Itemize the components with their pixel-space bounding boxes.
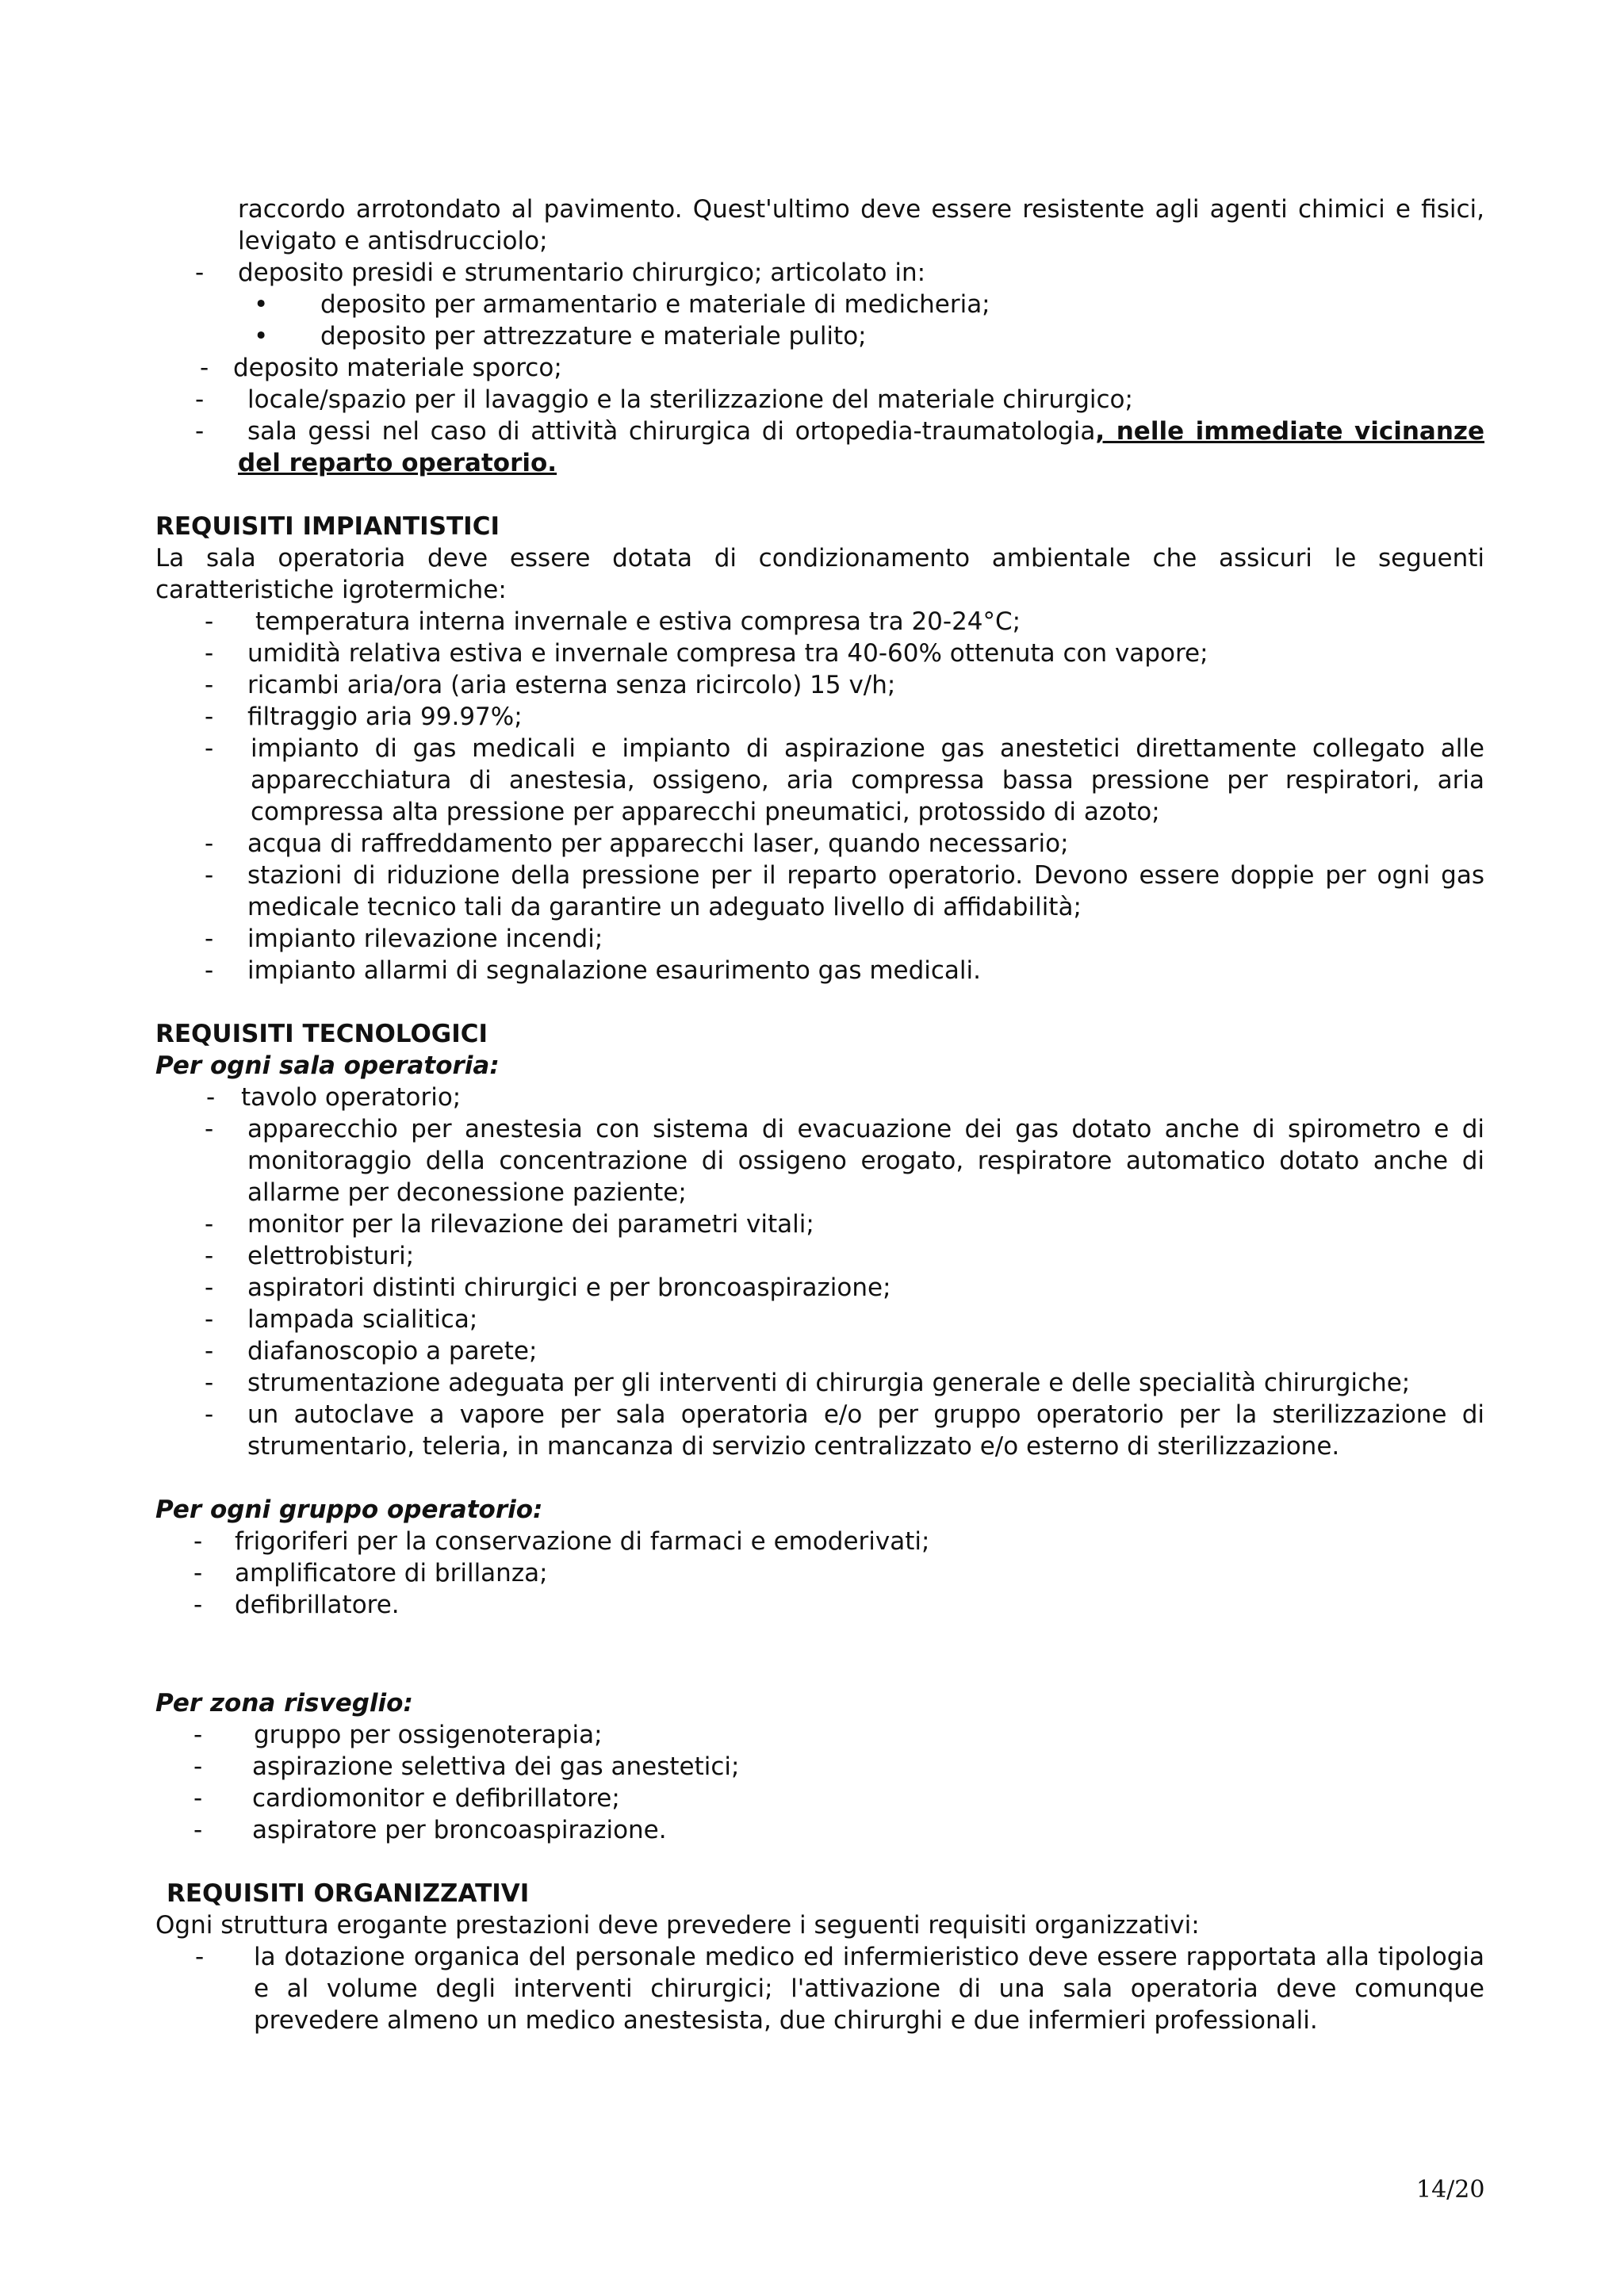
list-item-text: filtraggio aria 99.97%; bbox=[247, 703, 523, 731]
list-dash: - bbox=[195, 1943, 205, 1971]
list-item bbox=[155, 701, 1484, 733]
list-item-text: deposito materiale sporco; bbox=[233, 354, 562, 382]
list-dash: - bbox=[205, 861, 214, 890]
list-dash: - bbox=[193, 1527, 203, 1556]
list-dash: - bbox=[193, 1816, 203, 1844]
list-item-text: amplificatore di brillanza; bbox=[235, 1559, 548, 1587]
list-dash: - bbox=[205, 607, 214, 636]
bullet-icon: • bbox=[254, 322, 269, 350]
list-item-text: lampada scialitica; bbox=[247, 1305, 478, 1334]
list-item-text: acqua di raffreddamento per apparecchi laser, quando necessario; bbox=[247, 829, 1069, 858]
list-item bbox=[155, 1113, 1484, 1208]
list-item-text: deposito presidi e strumentario chirurgico; articolato in: bbox=[238, 259, 926, 287]
subheading-risveglio: Per zona risveglio: bbox=[155, 1689, 413, 1718]
section-intro: Ogni struttura erogante prestazioni deve prevedere i seguenti requisiti organizzativi: bbox=[155, 1911, 1200, 1940]
list-item-text: stazioni di riduzione della pressione per il reparto operatorio. Devono essere doppie per ogni gas medicale tecnico tali da garantire un adeguato livello di affidabilità; bbox=[247, 861, 1484, 921]
list-item bbox=[155, 1208, 1484, 1240]
list-item-text: tavolo operatorio; bbox=[241, 1083, 462, 1112]
sub-list-item bbox=[155, 320, 1484, 352]
section-heading-tecnologici: REQUISITI TECNOLOGICI bbox=[155, 1020, 488, 1048]
list-dash: - bbox=[205, 1369, 214, 1397]
list-item-text: frigoriferi per la conservazione di farmaci e emoderivati; bbox=[235, 1527, 930, 1556]
list-item-text: diafanoscopio a parete; bbox=[247, 1337, 538, 1365]
section-heading-organizzativi: REQUISITI ORGANIZZATIVI bbox=[167, 1879, 530, 1908]
list-item bbox=[155, 1304, 1484, 1335]
list-dash: - bbox=[206, 1083, 216, 1112]
emphasis-text: , nelle immediate vicinanze del reparto operatorio. bbox=[238, 417, 1484, 477]
list-dash: - bbox=[193, 1752, 203, 1781]
list-item bbox=[155, 384, 1484, 416]
list-dash: - bbox=[193, 1559, 203, 1587]
list-dash: - bbox=[205, 639, 214, 668]
section-heading-impiantistici: REQUISITI IMPIANTISTICI bbox=[155, 512, 500, 541]
intro-continuation: raccordo arrotondato al pavimento. Quest'ultimo deve essere resistente agli agenti chimici e fisici, levigato e antisdrucciolo; bbox=[238, 195, 1484, 255]
list-item-text: defibrillatore. bbox=[235, 1591, 400, 1619]
list-dash: - bbox=[205, 1273, 214, 1302]
list-item bbox=[155, 955, 1484, 986]
list-dash: - bbox=[205, 703, 214, 731]
list-dash: - bbox=[193, 1591, 203, 1619]
list-item-text: aspiratori distinti chirurgici e per broncoaspirazione; bbox=[247, 1273, 891, 1302]
list-dash: - bbox=[205, 1115, 214, 1143]
list-item bbox=[155, 1814, 1484, 1846]
section-intro: La sala operatoria deve essere dotata di condizionamento ambientale che assicuri le seguenti caratteristiche igrotermiche: bbox=[155, 544, 1484, 604]
bullet-icon: • bbox=[254, 290, 269, 319]
list-item bbox=[155, 638, 1484, 669]
list-dash: - bbox=[195, 259, 205, 287]
list-item-text: elettrobisturi; bbox=[247, 1242, 415, 1270]
list-dash: - bbox=[205, 829, 214, 858]
list-item bbox=[155, 1272, 1484, 1304]
list-item bbox=[155, 1941, 1484, 2036]
list-item-text bbox=[238, 416, 1484, 479]
list-item bbox=[155, 257, 1484, 289]
list-item bbox=[155, 1557, 1484, 1589]
list-item-text: strumentazione adeguata per gli interventi di chirurgia generale e delle specialità chirurgiche; bbox=[247, 1369, 1411, 1397]
subheading-sala: Per ogni sala operatoria: bbox=[155, 1051, 500, 1080]
list-item-text: monitor per la rilevazione dei parametri vitali; bbox=[247, 1210, 814, 1239]
list-item bbox=[155, 1783, 1484, 1814]
list-item-text: aspiratore per broncoaspirazione. bbox=[252, 1816, 667, 1844]
list-item bbox=[155, 860, 1484, 923]
list-dash: - bbox=[205, 671, 214, 699]
list-item-text: cardiomonitor e defibrillatore; bbox=[252, 1784, 620, 1813]
list-item bbox=[155, 1335, 1484, 1367]
list-item-text: ricambi aria/ora (aria esterna senza ricircolo) 15 v/h; bbox=[247, 671, 896, 699]
list-dash: - bbox=[195, 417, 205, 446]
list-item bbox=[155, 733, 1484, 828]
sub-list-item-text: deposito per armamentario e materiale di medicheria; bbox=[320, 290, 990, 319]
list-item bbox=[155, 352, 1484, 384]
list-item-text: locale/spazio per il lavaggio e la sterilizzazione del materiale chirurgico; bbox=[247, 385, 1133, 414]
list-item bbox=[155, 1751, 1484, 1783]
list-dash: - bbox=[205, 734, 214, 763]
list-item bbox=[155, 1589, 1484, 1621]
list-dash: - bbox=[205, 925, 214, 953]
list-item bbox=[155, 1719, 1484, 1751]
sub-list-item-text: deposito per attrezzature e materiale pulito; bbox=[320, 322, 867, 350]
list-item-text: un autoclave a vapore per sala operatoria e/o per gruppo operatorio per la sterilizzazione di strumentario, teleria, in mancanza di servizio centralizzato e/o esterno di sterilizzazione. bbox=[247, 1400, 1484, 1461]
list-item bbox=[155, 828, 1484, 860]
list-dash: - bbox=[200, 354, 209, 382]
document-page bbox=[155, 193, 1484, 2036]
list-item bbox=[155, 416, 1484, 479]
list-item bbox=[155, 1082, 1484, 1113]
subheading-gruppo: Per ogni gruppo operatorio: bbox=[155, 1496, 543, 1524]
list-item-text: gruppo per ossigenoterapia; bbox=[254, 1721, 603, 1749]
list-item-text: la dotazione organica del personale medico ed infermieristico deve essere rapportata alla tipologia e al volume degli interventi chirurgici; l'attivazione di una sala operatoria deve comunque prevedere almeno un medico anestesista, due chirurghi e due infermieri professionali. bbox=[254, 1943, 1484, 2035]
list-item-text: temperatura interna invernale e estiva compresa tra 20-24°C; bbox=[255, 607, 1021, 636]
list-dash: - bbox=[193, 1721, 203, 1749]
list-dash: - bbox=[205, 1305, 214, 1334]
list-dash: - bbox=[205, 956, 214, 985]
list-dash: - bbox=[205, 1242, 214, 1270]
list-item-text: impianto di gas medicali e impianto di aspirazione gas anestetici direttamente collegato alle apparecchiatura di anestesia, ossigeno, aria compressa bassa pressione per respiratori, aria compressa alta pressione per apparecchi pneumatici, protossido di azoto; bbox=[251, 734, 1484, 826]
list-dash: - bbox=[205, 1337, 214, 1365]
sala-gessi-text: sala gessi nel caso di attività chirurgica di ortopedia-traumatologia bbox=[247, 417, 1096, 446]
list-item bbox=[155, 923, 1484, 955]
list-dash: - bbox=[205, 1210, 214, 1239]
list-item bbox=[155, 669, 1484, 701]
page-number: 14/20 bbox=[1416, 2176, 1485, 2204]
list-dash: - bbox=[205, 1400, 214, 1429]
list-dash: - bbox=[193, 1784, 203, 1813]
list-item-text: aspirazione selettiva dei gas anestetici; bbox=[252, 1752, 740, 1781]
list-item-text: umidità relativa estiva e invernale compresa tra 40-60% ottenuta con vapore; bbox=[247, 639, 1208, 668]
list-item bbox=[155, 1240, 1484, 1272]
list-item bbox=[155, 1399, 1484, 1462]
list-item-text: apparecchio per anestesia con sistema di evacuazione dei gas dotato anche di spirometro e di monitoraggio della concentrazione di ossigeno erogato, respiratore automatico dotato anche di allarme per deconessione paziente; bbox=[247, 1115, 1484, 1207]
list-item bbox=[155, 1526, 1484, 1557]
list-item bbox=[155, 1367, 1484, 1399]
list-item-text: impianto rilevazione incendi; bbox=[247, 925, 603, 953]
sub-list-item bbox=[155, 289, 1484, 320]
list-dash: - bbox=[195, 385, 205, 414]
list-item-text: impianto allarmi di segnalazione esaurimento gas medicali. bbox=[247, 956, 982, 985]
list-item bbox=[155, 606, 1484, 638]
